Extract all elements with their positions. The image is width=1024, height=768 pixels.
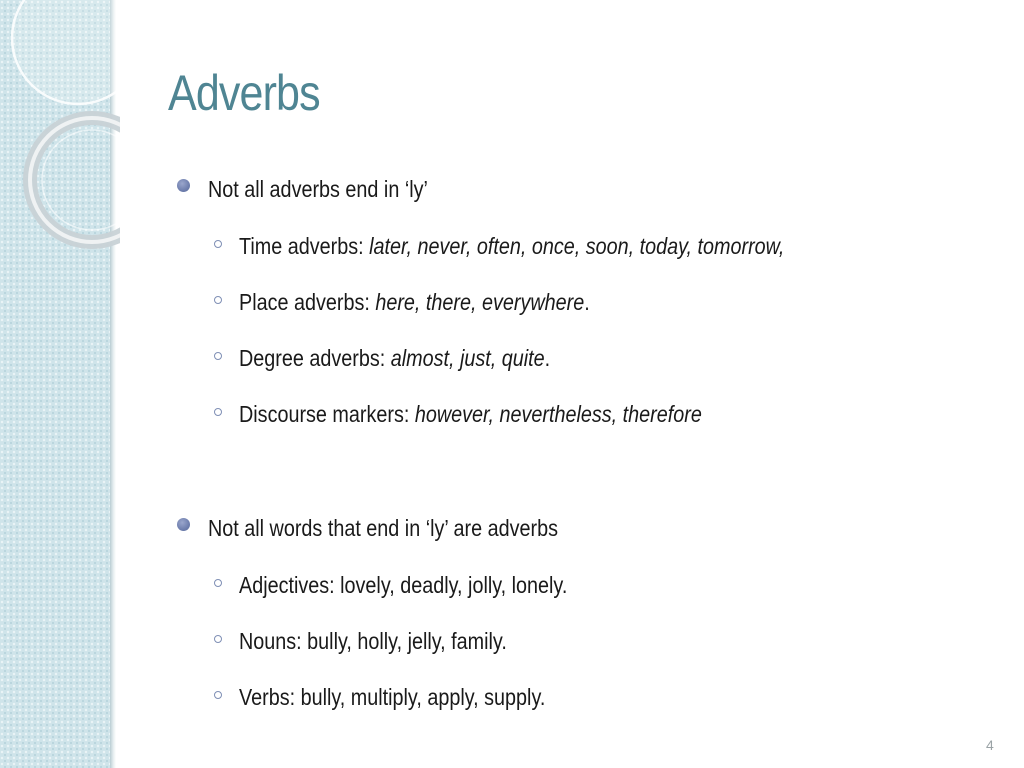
sub-bullet-icon: [214, 579, 222, 587]
list-item-discourse-markers: Discourse markers: however, nevertheless, therefore: [239, 401, 702, 427]
list-item-verbs: Verbs: bully, multiply, apply, supply.: [239, 684, 546, 710]
main-bullet-icon: [177, 518, 190, 531]
sub-bullet-icon: [214, 352, 222, 360]
list-item-nouns: Nouns: bully, holly, jelly, family.: [239, 628, 507, 654]
list-item-place-adverbs: Place adverbs: here, there, everywhere.: [239, 289, 590, 315]
list-item-degree-adverbs: Degree adverbs: almost, just, quite.: [239, 345, 551, 371]
sub-bullet-icon: [214, 240, 222, 248]
list-item-adjectives: Adjectives: lovely, deadly, jolly, lonely.: [239, 572, 568, 598]
sub-bullet-icon: [214, 408, 222, 416]
section-heading-1: Not all adverbs end in ‘ly’: [208, 176, 428, 202]
slide-title: Adverbs: [168, 65, 320, 121]
sub-bullet-icon: [214, 635, 222, 643]
sub-bullet-icon: [214, 296, 222, 304]
section-heading-2: Not all words that end in ‘ly’ are adverbs: [208, 515, 558, 541]
list-item-time-adverbs: Time adverbs: later, never, often, once, soon, today, tomorrow,: [239, 233, 785, 259]
sub-bullet-icon: [214, 691, 222, 699]
main-bullet-icon: [177, 179, 190, 192]
page-number: 4: [986, 737, 994, 753]
